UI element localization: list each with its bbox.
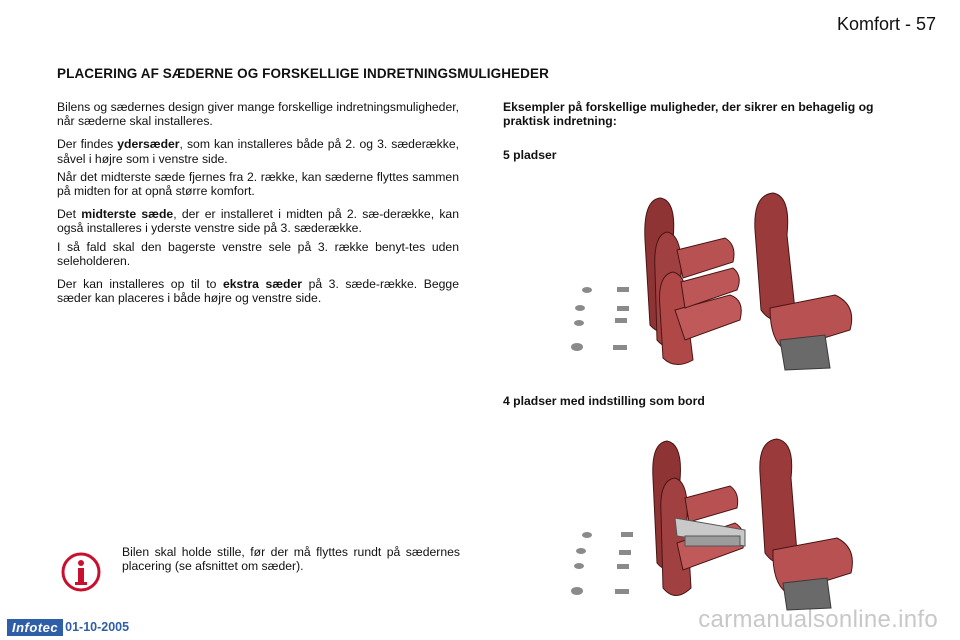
rear-seat-row xyxy=(653,441,744,596)
paragraph-middle-seat xyxy=(57,207,459,235)
front-seat xyxy=(760,439,853,610)
label-5-seats: 5 pladser xyxy=(503,148,557,162)
seat-illustration-4-seats-table xyxy=(565,438,865,613)
floor-anchors xyxy=(571,532,633,595)
floor-anchors xyxy=(571,287,629,351)
text: , som kan installeres både på 2. og 3. sæderække, såvel i højre som i venstre side. xyxy=(57,137,459,166)
info-text: Bilen skal holde stille, før der må flyttes rundt på sædernes placering (se afsnittet om sæder). xyxy=(122,545,460,574)
seat-illustration-5-seats xyxy=(565,190,865,375)
paragraph-intro: Bilens og sædernes design giver mange forskellige indretningsmuligheder, når sæderne skal installeres. xyxy=(57,100,459,129)
footer xyxy=(7,618,129,636)
text: Der kan installeres op til to xyxy=(57,277,223,292)
text: på 3. sæde-række. Begge sæder kan placeres i både højre og venstre side. xyxy=(57,277,459,306)
right-intro: Eksempler på forskellige muligheder, der sikrer en behagelig og praktisk indretning: xyxy=(503,100,874,129)
paragraph-middle-removed: Når det midterste sæde fjernes fra 2. række, kan sæderne flyttes sammen på midten for at opnå større komfort. xyxy=(57,169,459,199)
front-seat xyxy=(755,193,852,370)
info-note xyxy=(60,545,460,595)
infotec-logo: Infotec xyxy=(7,619,63,636)
left-column xyxy=(57,100,459,314)
section-title: Komfort xyxy=(836,14,900,34)
page-number: 57 xyxy=(915,14,936,34)
label-4-seats-table: 4 pladser med indstilling som bord xyxy=(503,394,705,408)
watermark: carmanualsonline.info xyxy=(698,606,938,633)
text: Der findes xyxy=(57,137,118,152)
rear-seat-row xyxy=(645,198,741,365)
text: , der er installeret i midten på 2. sæ-derække, kan også installeres i yderste venstre side på 3. sæderække. xyxy=(57,207,459,236)
print-date: 01-10-2005 xyxy=(65,620,130,634)
table-console xyxy=(675,518,745,546)
page-header xyxy=(837,14,936,35)
bold-term: ekstra sæder xyxy=(222,277,303,292)
paragraph-extra-seats xyxy=(57,277,459,305)
bold-term: midterste sæde xyxy=(81,207,174,222)
paragraph-belt: I så fald skal den bagerste venstre sele på 3. række benyt-tes uden seleholderen. xyxy=(57,239,459,268)
header-separator: - xyxy=(899,14,916,34)
bold-term: ydersæder xyxy=(117,137,180,152)
paragraph-outer-seats xyxy=(57,137,459,165)
page-title: PLACERING AF SÆDERNE OG FORSKELLIGE INDRETNINGSMULIGHEDER xyxy=(57,66,549,81)
info-icon xyxy=(60,551,102,593)
text: Det xyxy=(57,207,82,222)
